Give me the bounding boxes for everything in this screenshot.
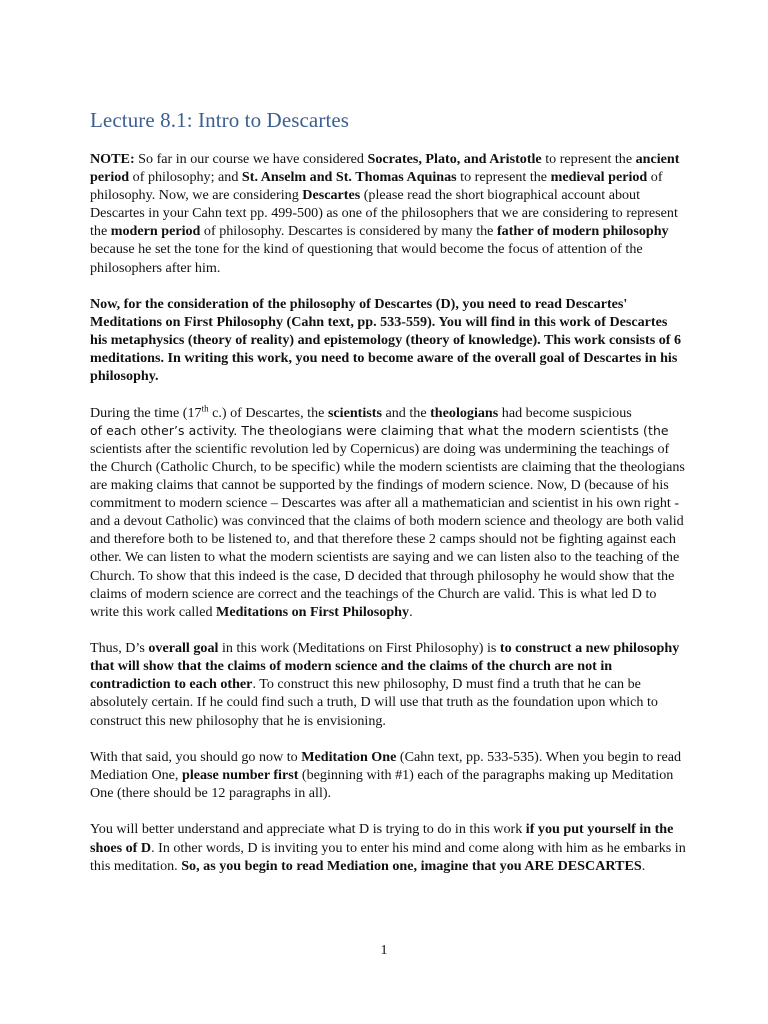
page-title: Lecture 8.1: Intro to Descartes — [90, 108, 350, 132]
paragraph-overall-goal: Thus, D’s overall goal in this work (Meditations on First Philosophy) is to construct a new philosophy that will show that the claims of modern science and the claims of the church are not in contradiction to each other. To construct this new philosophy, D must find a truth that he can be absolutely certain. If he could find such a truth, D will use that truth as the foundation upon which to construct this new philosophy that he is envisioning. — [90, 640, 680, 729]
page-number: 1 — [380, 943, 388, 958]
paragraph-note: NOTE: So far in our course we have considered Socrates, Plato, and Aristotle to represent the ancient period of philosophy; and St. Anselm and St. Thomas Aquinas to represent the medieval period of philosophy. Now, we are considering Descartes (please read the short biographical account about Descartes in your Cahn text pp. 499-500) as one of the philosophers that we are considering to represent the modern period of philosophy. Descartes is considered by many the father of modern philosophy because he set the tone for the kind of questioning that would become the focus of attention of the philosophers after him. — [90, 151, 680, 276]
paragraph-reading-assignment: Now, for the consideration of the philosophy of Descartes (D), you need to read Descartes' Meditations on First Philosophy (Cahn text, pp. 533-559). You will find in this work of Descartes his metaphysics (theory of reality) and epistemology (theory of knowledge). This work consists of 6 meditations. In writing this work, you need to become aware of the overall goal of Descartes in his philosophy. — [90, 295, 682, 385]
paragraph-shoes-of-d: You will better understand and appreciate what D is trying to do in this work if you put yourself in the shoes of D. In other words, D is inviting you to enter his mind and come along with him as he embarks in this meditation. So, as you begin to read Mediation one, imagine that you ARE DESCARTES. — [90, 821, 686, 874]
note-label: NOTE: — [90, 151, 135, 167]
paragraph-historical-context: During the time (17th c.) of Descartes, the scientists and the theologians had become suspicious of each other’s activity. The theologians were claiming that what the modern scientists (the scientists after the scientific revolution led by Copernicus) are doing was undermining the teachings of the Church (Catholic Church, to be specific) while the modern scientists are claiming that the theologians are making claims that cannot be supported by the findings of modern science. Now, D (because of his commitment to modern science – Descartes was after all a mathematician and scientist in his own right - and a devout Catholic) was convinced that the claims of both modern science and theology are both valid and therefore both to be listened to, and that therefore these 2 camps should not be fighting against each other. We can listen to what the modern scientists are saying and we can listen also to the teaching of the Church. To show that this indeed is the case, D decided that through philosophy he would show that the claims of modern science are correct and the teachings of the Church are valid. This is what led D to write this work called Meditations on First Philosophy. — [90, 403, 685, 620]
document-body — [90, 150, 686, 893]
paragraph-meditation-one: With that said, you should go now to Meditation One (Cahn text, pp. 533-535). When you begin to read Mediation One, please number first (beginning with #1) each of the paragraphs making up Meditation One (there should be 12 paragraphs in all). — [90, 748, 682, 802]
